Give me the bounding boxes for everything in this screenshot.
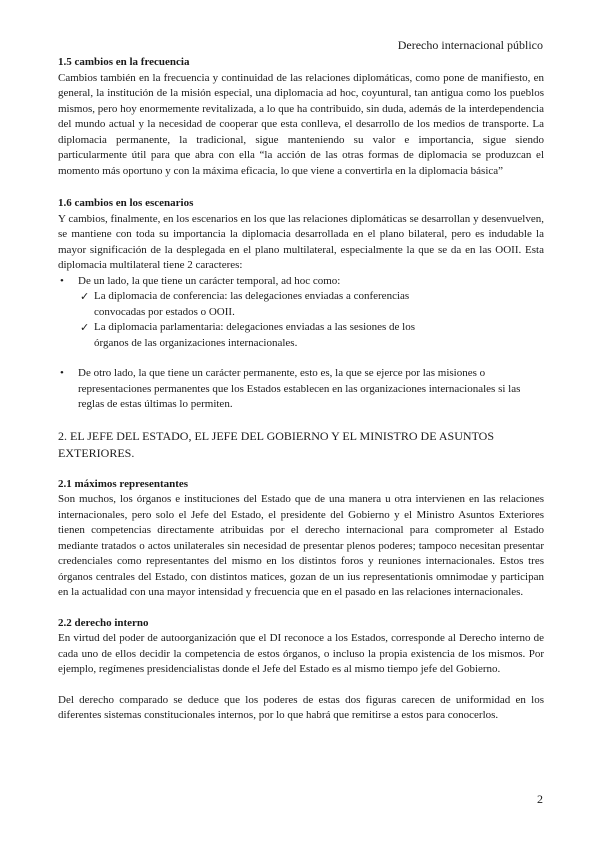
section-1-6-body: Y cambios, finalmente, en los escenarios en los que las relaciones diplomáticas se desarrollan y desenvuelven, se mantiene con toda su importancia la diplomacia desarrollada en el plano bilateral, pero es indudable la mayor significación de la desplegada en el plano multilateral, especialmente la que se da en las OOII. Esta diplomacia multilateral tiene 2 caracteres: — [58, 212, 544, 271]
list-item — [58, 289, 450, 320]
section-2-2-heading: 2.2 derecho interno — [58, 616, 149, 629]
list-item — [58, 366, 544, 413]
checkmark-icon: ✓ — [80, 321, 90, 334]
check-text: La diplomacia parlamentaria: delegaciones enviadas a las sesiones de los órganos de las organizaciones internacionales. — [94, 321, 416, 349]
section-2-2-body-2: Del derecho comparado se deduce que los poderes de estas dos figuras carecen de uniformidad en los diferentes sistemas constitucionales internos, por lo que habrá que remitirse a estos para conocerlos. — [58, 693, 544, 721]
list-item — [58, 274, 544, 290]
running-header: Derecho internacional público — [397, 38, 543, 52]
section-2-2-body-1: En virtud del poder de autoorganización que el DI reconoce a los Estados, corresponde al Derecho interno de cada uno de ellos decidir la competencia de estos órganos, o incluso la propia existencia de los mismos. Por ejemplo, regímenes presidencialistas donde el Jefe del Estado es al mismo tiempo jefe del Gobierno. — [58, 632, 544, 675]
check-text: La diplomacia de conferencia: las delegaciones enviadas a conferencias convocadas por estados o OOII. — [94, 290, 410, 318]
checkmark-icon: ✓ — [80, 290, 90, 303]
section-1-6-heading: 1.6 cambios en los escenarios — [58, 197, 194, 209]
bullet-text: De un lado, la que tiene un carácter temporal, ad hoc como: — [78, 274, 341, 287]
section-1-5-body: Cambios también en la frecuencia y continuidad de las relaciones diplomáticas, como pone de manifiesto, en general, la institución de la misión especial, una diplomacia ad hoc, coyuntural, tan antigua como los pueblos mismos, pero hoy enormemente revitalizada, a lo que ha contribuido, sin duda, además de la interdependencia del mundo actual y la necesidad de cooperar que esta conlleva, el desarrollo de los medios de transporte. La diplomacia permanente, la tradicional, sigue manteniendo su valor e importancia, sigue siendo particularmente útil para que abra con ella “la acción de las otras formas de diplomacia se produzcan el momento más oportuno y con la máxima eficacia, lo que viene a convertirla en la diplomacia básica” — [58, 71, 544, 177]
page-content — [58, 55, 544, 724]
section-2-title: 2. EL JEFE DEL ESTADO, EL JEFE DEL GOBIERNO Y EL MINISTRO DE ASUNTOS EXTERIORES. — [58, 428, 495, 460]
bullet-icon: • — [60, 274, 64, 287]
section-1-5-heading: 1.5 cambios en la frecuencia — [58, 56, 190, 68]
page-number: 2 — [537, 792, 543, 806]
list-item — [58, 320, 450, 351]
section-2-1-heading: 2.1 máximos representantes — [58, 477, 189, 490]
bullet-text: De otro lado, la que tiene un carácter permanente, esto es, la que se ejerce por las misiones o representaciones permanentes que los Estados establecen en las organizaciones internacionales si las reglas de estas últimas lo permiten. — [78, 367, 521, 410]
bullet-icon: • — [60, 367, 64, 379]
section-2-1-body: Son muchos, los órganos e instituciones del Estado que de una manera u otra intervienen en las relaciones internacionales, pero solo el Jefe del Estado, el presidente del Gobierno y el Ministro Asuntos Exteriores tienen competencias directamente atribuidas por el derecho internacional para comprometer al Estado mediante tratados o actos unilaterales sin necesidad de presentar plenos poderes; tampoco necesitan presentar credenciales como representantes del mismo en los distintos foros y reuniones internacionales. Estos tres órganos centrales del Estado, con distintos matices, gozan de un ius representationis omnimodae y participan en la actualidad con una mayor intensidad y frecuencia que en el pasado en las relaciones internacionales. — [58, 493, 544, 598]
